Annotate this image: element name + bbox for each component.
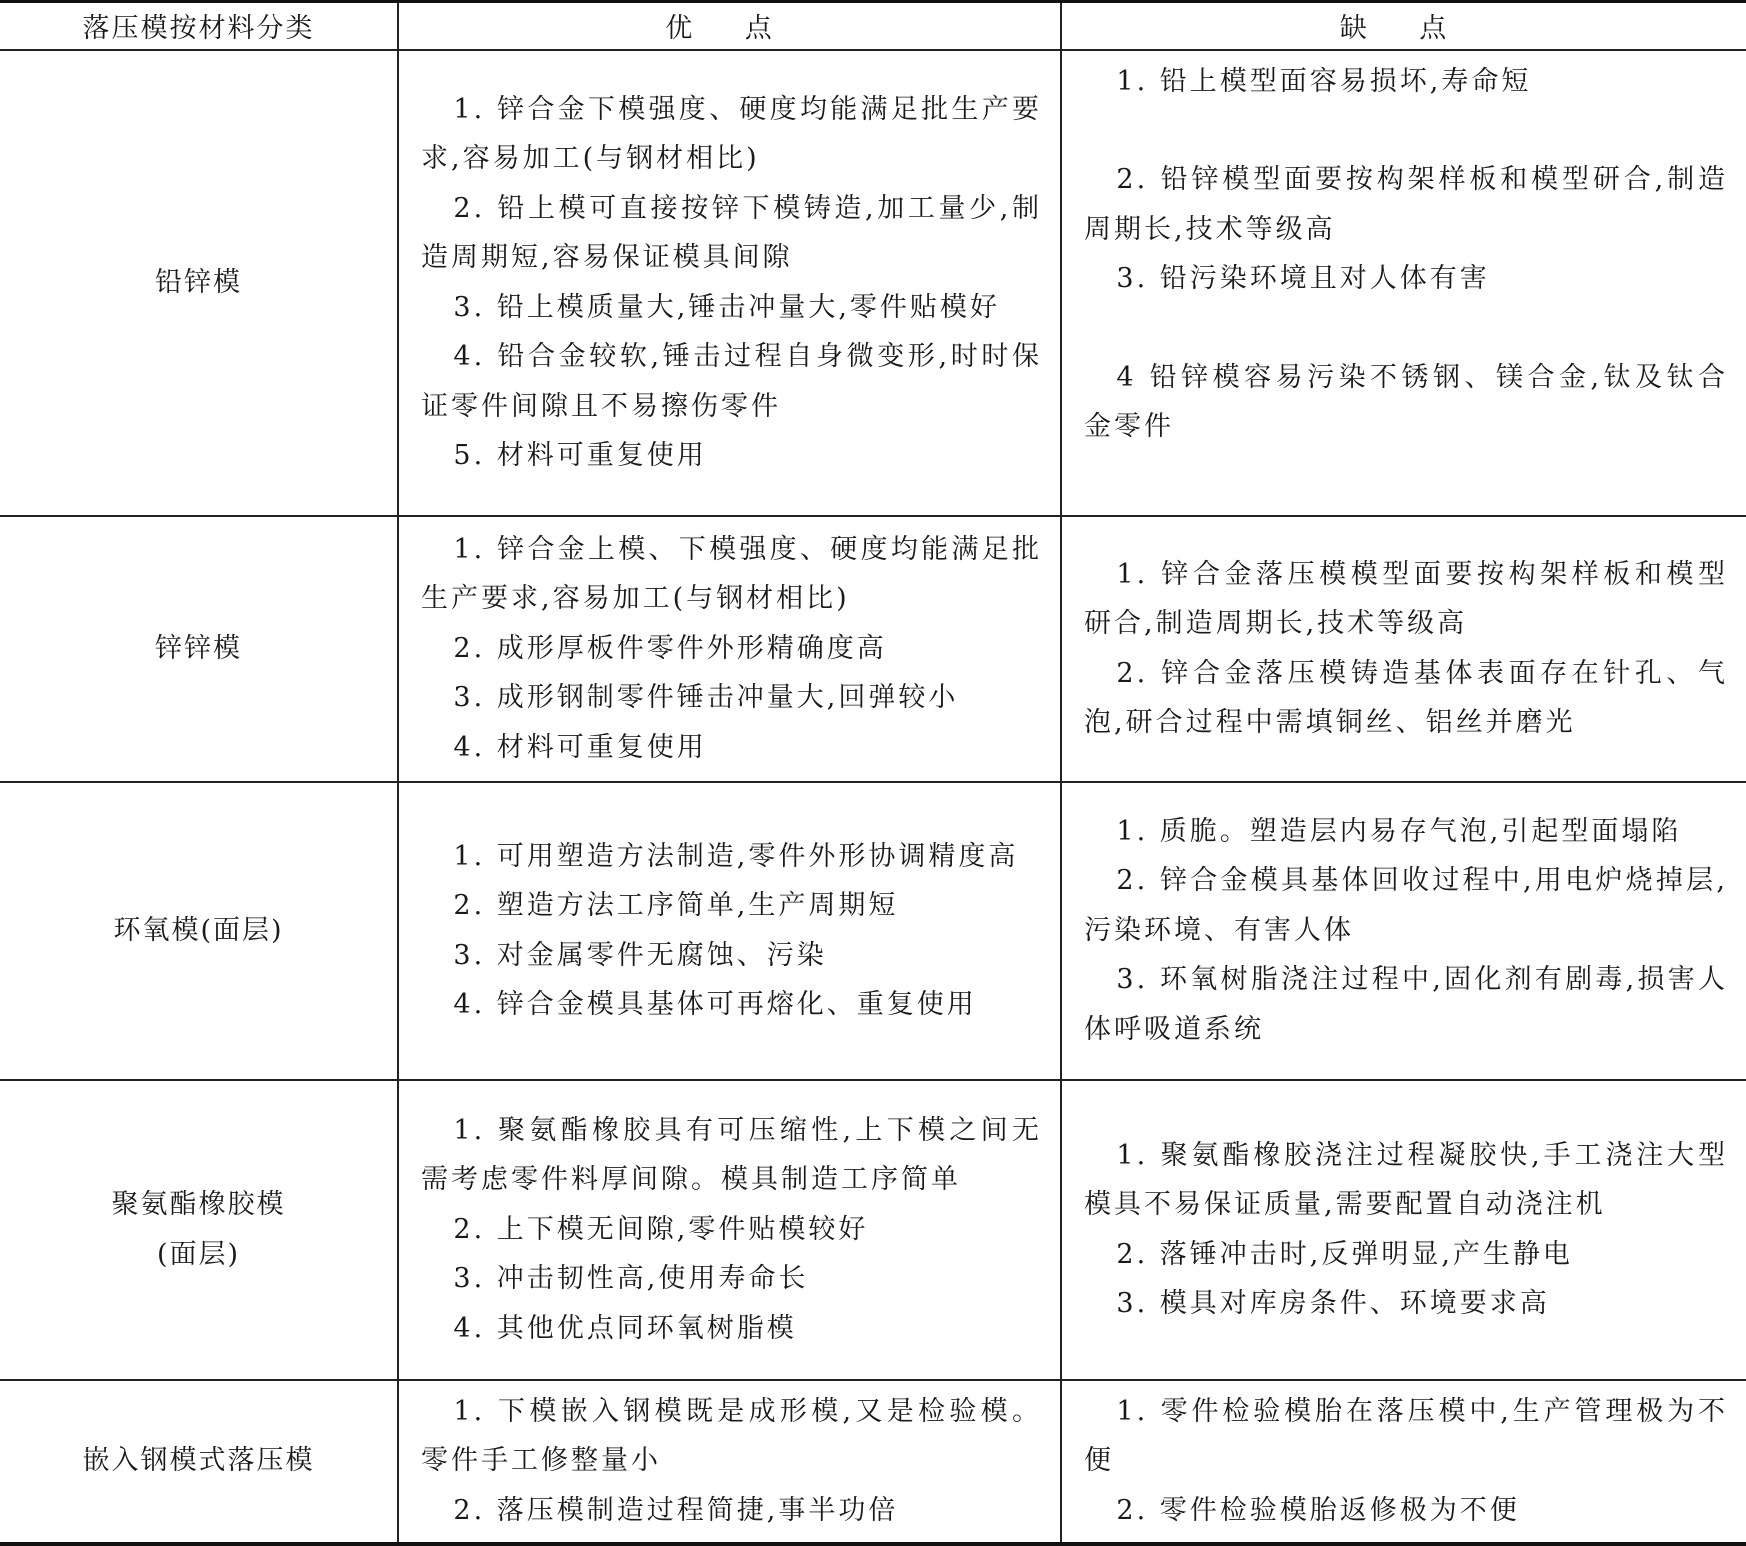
- disadvantage-item: 1. 质脆。塑造层内易存气泡,引起型面塌陷: [1116, 815, 1682, 847]
- disadvantage-item: 3. 环氧树脂浇注过程中,固化剂有剧毒,损害人体呼吸道系统: [1084, 964, 1728, 1045]
- disadvantage-item: 1. 聚氨酯橡胶浇注过程凝胶快,手工浇注大型模具不易保证质量,需要配置自动浇注机: [1084, 1139, 1728, 1220]
- advantages-cell: [398, 1080, 1061, 1380]
- advantage-item: 4. 锌合金模具基体可再熔化、重复使用: [453, 989, 977, 1020]
- advantage-item: 4. 材料可重复使用: [453, 731, 707, 763]
- row-category: 铅锌模: [0, 50, 398, 516]
- disadvantages-cell: [1061, 50, 1746, 516]
- advantage-item: 2. 成形厚板件零件外形精确度高: [453, 632, 887, 664]
- advantage-item: 5. 材料可重复使用: [453, 440, 707, 471]
- table-header-row: [0, 2, 1746, 50]
- disadvantages-cell: [1061, 1380, 1746, 1544]
- advantage-item: 3. 对金属零件无腐蚀、污染: [453, 939, 827, 971]
- disadvantage-item: 1. 锌合金落压模模型面要按构架样板和模型研合,制造周期长,技术等级高: [1084, 558, 1728, 639]
- disadvantages-cell: [1061, 1080, 1746, 1380]
- advantage-item: 3. 成形钢制零件锤击冲量大,回弹较小: [453, 682, 959, 714]
- header-advantages: 优 点: [398, 2, 1061, 50]
- advantages-cell: [398, 516, 1061, 782]
- header-category: 落压模按材料分类: [0, 2, 398, 50]
- row-category-line: (面层): [156, 1238, 241, 1270]
- disadvantage-item: 3. 模具对库房条件、环境要求高: [1116, 1288, 1550, 1319]
- disadvantage-item: 2. 零件检验模胎返修极为不便: [1116, 1494, 1520, 1526]
- advantage-item: 2. 上下模无间隙,零件贴模较好: [453, 1213, 869, 1245]
- row-category-line: 聚氨酯橡胶模: [111, 1188, 286, 1220]
- row-category: [0, 1080, 398, 1380]
- advantage-item: 4. 其他优点同环氧树脂模: [453, 1312, 797, 1344]
- header-disadvantages: 缺 点: [1061, 2, 1746, 50]
- advantage-item: 1. 锌合金下模强度、硬度均能满足批生产要求,容易加工(与钢材相比): [421, 93, 1042, 174]
- advantage-item: 2. 塑造方法工序简单,生产周期短: [453, 890, 899, 921]
- disadvantage-item: 2. 锌合金落压模铸造基体表面存在针孔、气泡,研合过程中需填铜丝、铝丝并磨光: [1084, 657, 1728, 738]
- advantages-cell: [398, 1380, 1061, 1544]
- row-category: 环氧模(面层): [0, 782, 398, 1080]
- advantage-item: 3. 铅上模质量大,锤击冲量大,零件贴模好: [453, 291, 1000, 323]
- row-category: 嵌入钢模式落压模: [0, 1380, 398, 1544]
- table-row: [0, 782, 1746, 1080]
- advantages-cell: [398, 782, 1061, 1080]
- advantage-item: 1. 锌合金上模、下模强度、硬度均能满足批生产要求,容易加工(与钢材相比): [421, 533, 1042, 615]
- advantage-item: 1. 下模嵌入钢模既是成形模,又是检验模。零件手工修整量小: [421, 1395, 1042, 1477]
- disadvantage-item: 4 铅锌模容易污染不锈钢、镁合金,钛及钛合金零件: [1084, 361, 1728, 442]
- advantage-item: 4. 铅合金较软,锤击过程自身微变形,时时保证零件间隙且不易擦伤零件: [421, 341, 1042, 422]
- disadvantage-item: 2. 落锤冲击时,反弹明显,产生静电: [1116, 1238, 1573, 1270]
- disadvantage-item: 1. 零件检验模胎在落压模中,生产管理极为不便: [1084, 1395, 1728, 1477]
- table-row: [0, 516, 1746, 782]
- table-row: [0, 1380, 1746, 1544]
- disadvantages-cell: [1061, 782, 1746, 1080]
- table-row: [0, 1080, 1746, 1380]
- row-category: 锌锌模: [0, 516, 398, 782]
- disadvantage-item: 3. 铅污染环境且对人体有害: [1116, 263, 1490, 294]
- advantage-item: 2. 铅上模可直接按锌下模铸造,加工量少,制造周期短,容易保证模具间隙: [421, 192, 1042, 273]
- advantage-item: 3. 冲击韧性高,使用寿命长: [453, 1263, 809, 1295]
- disadvantages-cell: [1061, 516, 1746, 782]
- disadvantage-item: 2. 锌合金模具基体回收过程中,用电炉烧掉层,污染环境、有害人体: [1084, 865, 1728, 946]
- disadvantage-item: 2. 铅锌模型面要按构架样板和模型研合,制造周期长,技术等级高: [1084, 164, 1728, 245]
- disadvantage-item: 1. 铅上模型面容易损坏,寿命短: [1116, 65, 1532, 97]
- advantages-cell: [398, 50, 1061, 516]
- advantage-item: 1. 聚氨酯橡胶具有可压缩性,上下模之间无需考虑零件料厚间隙。模具制造工序简单: [421, 1114, 1042, 1196]
- advantage-item: 2. 落压模制造过程简捷,事半功倍: [453, 1494, 899, 1526]
- advantage-item: 1. 可用塑造方法制造,零件外形协调精度高: [453, 840, 1019, 872]
- table-row: [0, 50, 1746, 516]
